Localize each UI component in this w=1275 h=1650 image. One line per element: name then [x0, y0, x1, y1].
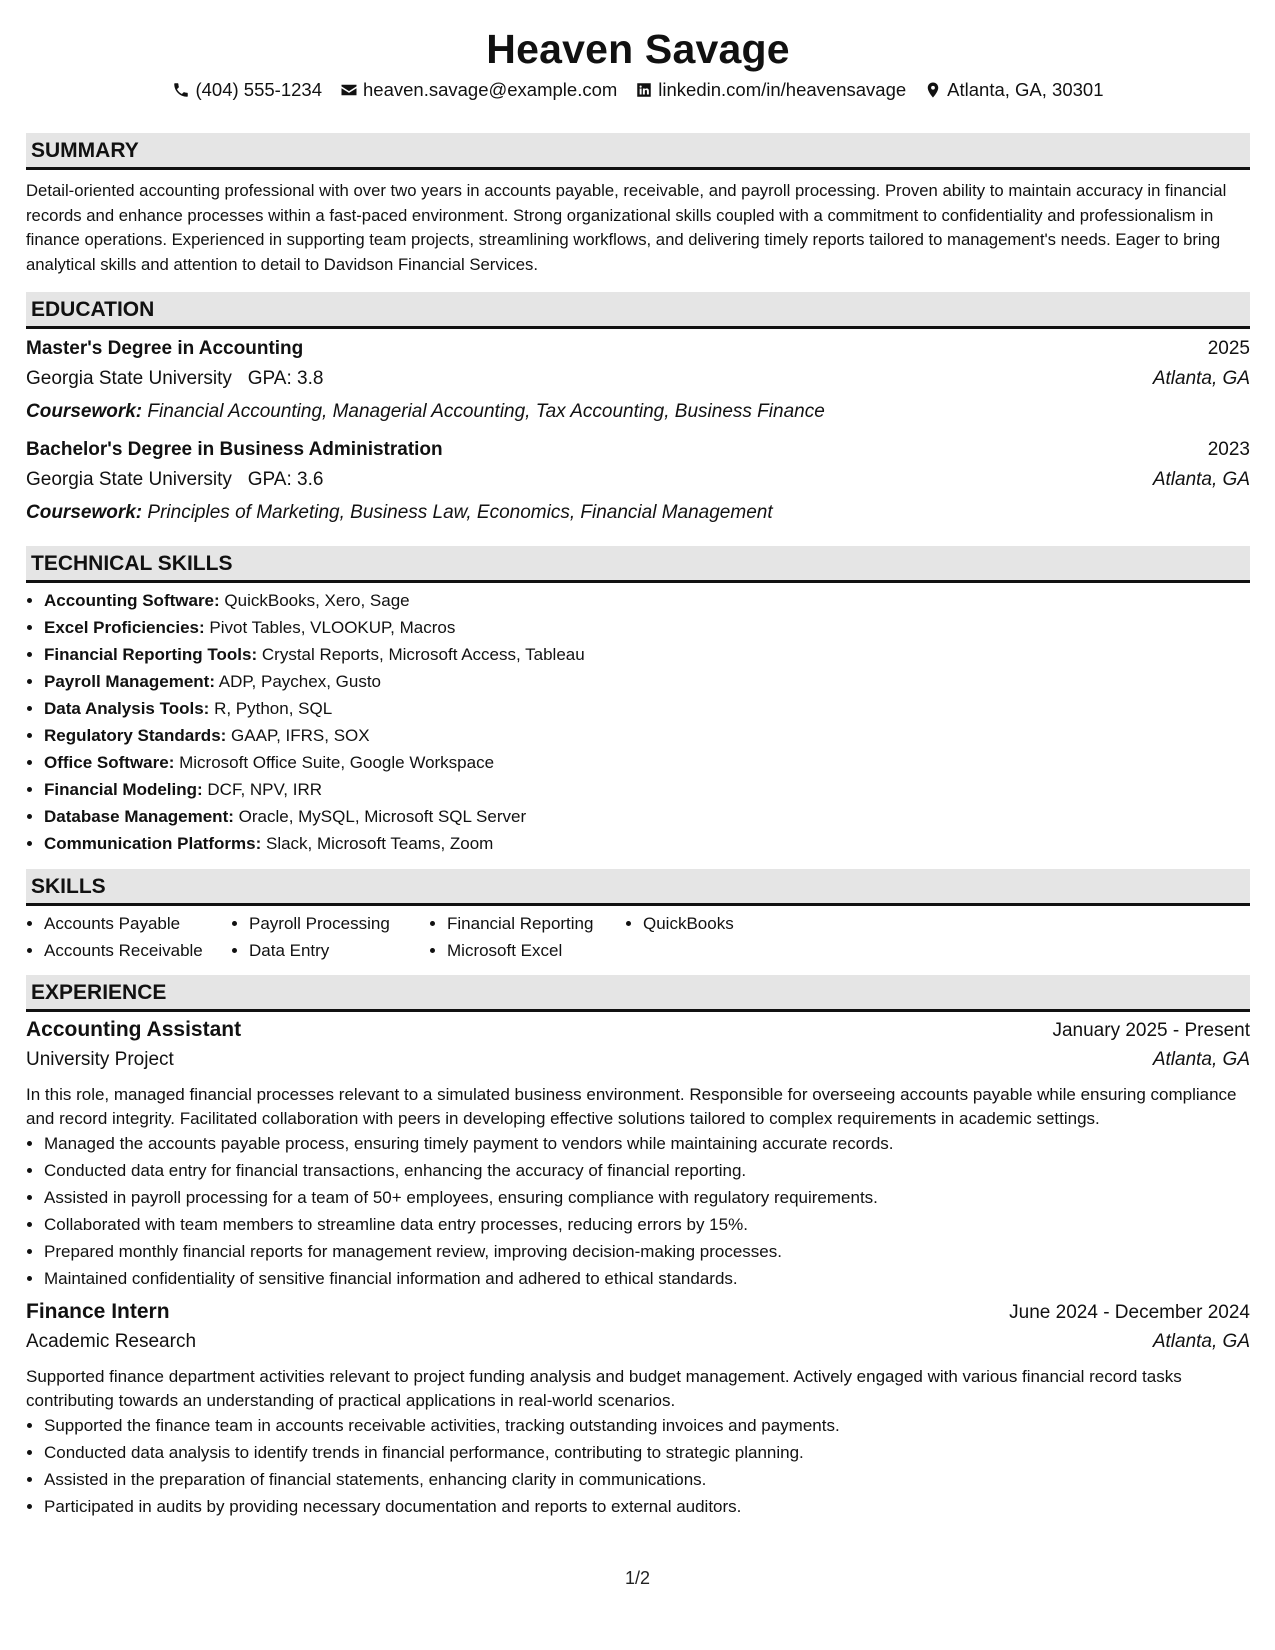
education-school-row [26, 368, 1250, 397]
job-title: Finance Intern [26, 1300, 170, 1323]
list-item: • Assisted in payroll processing for a team of 50+ employees, ensuring compliance with regulatory requirements. [44, 1184, 1250, 1211]
skill-value: GAAP, IFRS, SOX [231, 726, 370, 745]
experience-title-row [26, 1300, 1250, 1331]
envelope-icon [340, 81, 358, 99]
job-bullets [26, 1130, 1250, 1292]
experience-title-row [26, 1018, 1250, 1049]
contact-location [924, 79, 1103, 101]
skill-label: Regulatory Standards: [44, 726, 227, 745]
degree-title: Bachelor's Degree in Business Administration [26, 439, 443, 460]
list-item: • Accounts Receivable [44, 937, 231, 964]
skill-value: Microsoft Office Suite, Google Workspace [179, 753, 495, 772]
page-number: 1/2 [624, 1568, 651, 1588]
coursework-list: Financial Accounting, Managerial Accounting, Tax Accounting, Business Finance [147, 401, 825, 422]
education-entry [26, 439, 1250, 528]
section-heading-education: EDUCATION [26, 292, 1250, 329]
gpa: GPA: 3.6 [247, 469, 324, 490]
list-item [44, 776, 1250, 803]
list-item: • Microsoft Excel [447, 937, 625, 964]
resume-page [26, 0, 1250, 1520]
list-item: • Conducted data entry for financial transactions, enhancing the accuracy of financial reporting. [44, 1157, 1250, 1184]
coursework-label: Coursework: [26, 502, 143, 523]
skill-label: Data Analysis Tools: [44, 699, 210, 718]
list-item [44, 695, 1250, 722]
gpa: GPA: 3.8 [247, 368, 324, 389]
skill-label: Database Management: [44, 807, 234, 826]
skill-value: Pivot Tables, VLOOKUP, Macros [209, 618, 456, 637]
skill-value: Crystal Reports, Microsoft Access, Tableau [261, 645, 585, 664]
experience-entry [26, 1300, 1250, 1520]
job-organization: Academic Research [26, 1331, 197, 1352]
job-description: In this role, managed financial processes relevant to a simulated business environment. Responsible for overseeing accounts payable while ensuring compliance and record integrity. Facilitated collaboration with peers in developing effective solutions tailored to complex requirements in academic settings. [26, 1085, 1237, 1128]
list-item [44, 587, 1250, 614]
coursework-label: Coursework: [26, 401, 143, 422]
skill-label: Accounting Software: [44, 591, 220, 610]
skill-label: Payroll Management: [44, 672, 215, 691]
coursework-line [26, 397, 1250, 427]
coursework-line [26, 498, 1250, 528]
skill-label: Communication Platforms: [44, 834, 262, 853]
experience-org-row [26, 1331, 1250, 1361]
degree-year: 2023 [1207, 439, 1250, 460]
coursework-list: Principles of Marketing, Business Law, Economics, Financial Management [147, 502, 773, 523]
skill-label: Office Software: [44, 753, 175, 772]
skill-label: Financial Modeling: [44, 780, 203, 799]
contact-line [26, 77, 1250, 103]
list-item: • Data Entry [249, 937, 429, 964]
job-title: Accounting Assistant [26, 1018, 242, 1041]
contact-email[interactable] [340, 79, 617, 101]
school-line [26, 469, 323, 491]
skill-value: ADP, Paychex, Gusto [218, 672, 382, 691]
linkedin-icon [635, 81, 653, 99]
skill-value: R, Python, SQL [214, 699, 333, 718]
school-location: Atlanta, GA [1152, 469, 1250, 490]
list-item: • Maintained confidentiality of sensitive financial information and adhered to ethical standards. [44, 1265, 1250, 1292]
list-item [44, 749, 1250, 776]
list-item: • Assisted in the preparation of financial statements, enhancing clarity in communications. [44, 1466, 1250, 1493]
education-title-row [26, 439, 1250, 469]
list-item: • Managed the accounts payable process, ensuring timely payment to vendors while maintaining accurate records. [44, 1130, 1250, 1157]
section-heading-skills: SKILLS [26, 869, 1250, 906]
section-heading-summary: SUMMARY [26, 133, 1250, 170]
education-title-row [26, 338, 1250, 368]
phone-text: (404) 555-1234 [195, 79, 322, 100]
technical-skills-list [26, 587, 1250, 857]
experience-org-row [26, 1049, 1250, 1079]
skills-column-list [625, 910, 825, 937]
skill-value: QuickBooks, Xero, Sage [224, 591, 410, 610]
skills-column-list [231, 910, 429, 964]
skills-grid [26, 910, 1250, 964]
skills-column [625, 910, 825, 964]
email-text[interactable]: heaven.savage@example.com [363, 79, 618, 100]
job-organization: University Project [26, 1049, 174, 1070]
phone-icon [172, 81, 190, 99]
list-item: • Accounts Payable [44, 910, 231, 937]
skills-column [429, 910, 625, 964]
education-school-row [26, 469, 1250, 498]
list-item [44, 830, 1250, 857]
education-entry [26, 338, 1250, 427]
job-description: Supported finance department activities relevant to project funding analysis and budget management. Actively engaged with various financial record tasks contributing towards an understanding of practical applications in real-world scenarios. [26, 1367, 1182, 1410]
list-item [44, 803, 1250, 830]
school-line [26, 368, 323, 390]
job-bullets [26, 1412, 1250, 1520]
list-item: • Payroll Processing [249, 910, 429, 937]
degree-year: 2025 [1207, 338, 1250, 359]
skill-value: DCF, NPV, IRR [207, 780, 323, 799]
skill-label: Financial Reporting Tools: [44, 645, 258, 664]
list-item: • Collaborated with team members to streamline data entry processes, reducing errors by 15%. [44, 1211, 1250, 1238]
location-text: Atlanta, GA, 30301 [947, 79, 1104, 100]
job-location: Atlanta, GA [1152, 1049, 1250, 1070]
contact-phone [172, 79, 322, 101]
list-item: • QuickBooks [643, 910, 825, 937]
linkedin-text[interactable]: linkedin.com/in/heavensavage [658, 79, 907, 100]
list-item [44, 668, 1250, 695]
candidate-name: Heaven Savage [486, 26, 790, 72]
map-pin-icon [924, 81, 942, 99]
school-name: Georgia State University [26, 469, 232, 490]
job-dates: January 2025 - Present [1052, 1020, 1250, 1041]
contact-linkedin[interactable] [635, 79, 906, 101]
job-dates: June 2024 - December 2024 [1009, 1302, 1250, 1323]
list-item [44, 722, 1250, 749]
skills-column-list [26, 910, 231, 964]
list-item: • Supported the finance team in accounts receivable activities, tracking outstanding invoices and payments. [44, 1412, 1250, 1439]
list-item [44, 641, 1250, 668]
summary-paragraph: Detail-oriented accounting professional with over two years in accounts payable, receivable, and payroll processing. Proven ability to maintain accuracy in financial records and enhance processes within a fast-paced environment. Strong organizational skills coupled with a commitment to confidentiality and professionalism in finance operations. Experienced in supporting team projects, streamlining workflows, and delivering timely reports tailored to management's needs. Eager to bring analytical skills and attention to detail to Davidson Financial Services. [26, 181, 1227, 274]
list-item: • Prepared monthly financial reports for management review, improving decision-making processes. [44, 1238, 1250, 1265]
list-item: • Participated in audits by providing necessary documentation and reports to external auditors. [44, 1493, 1250, 1520]
school-name: Georgia State University [26, 368, 232, 389]
skill-value: Oracle, MySQL, Microsoft SQL Server [238, 807, 527, 826]
job-location: Atlanta, GA [1152, 1331, 1250, 1352]
list-item: • Conducted data analysis to identify trends in financial performance, contributing to strategic planning. [44, 1439, 1250, 1466]
degree-title: Master's Degree in Accounting [26, 338, 304, 359]
skills-column [26, 910, 231, 964]
list-item: • Financial Reporting [447, 910, 625, 937]
skill-value: Slack, Microsoft Teams, Zoom [265, 834, 494, 853]
section-heading-technical-skills: TECHNICAL SKILLS [26, 546, 1250, 583]
skills-column-list [429, 910, 625, 964]
experience-entry [26, 1018, 1250, 1292]
list-item [44, 614, 1250, 641]
section-heading-experience: EXPERIENCE [26, 975, 1250, 1012]
school-location: Atlanta, GA [1152, 368, 1250, 389]
skills-column [231, 910, 429, 964]
skill-label: Excel Proficiencies: [44, 618, 205, 637]
